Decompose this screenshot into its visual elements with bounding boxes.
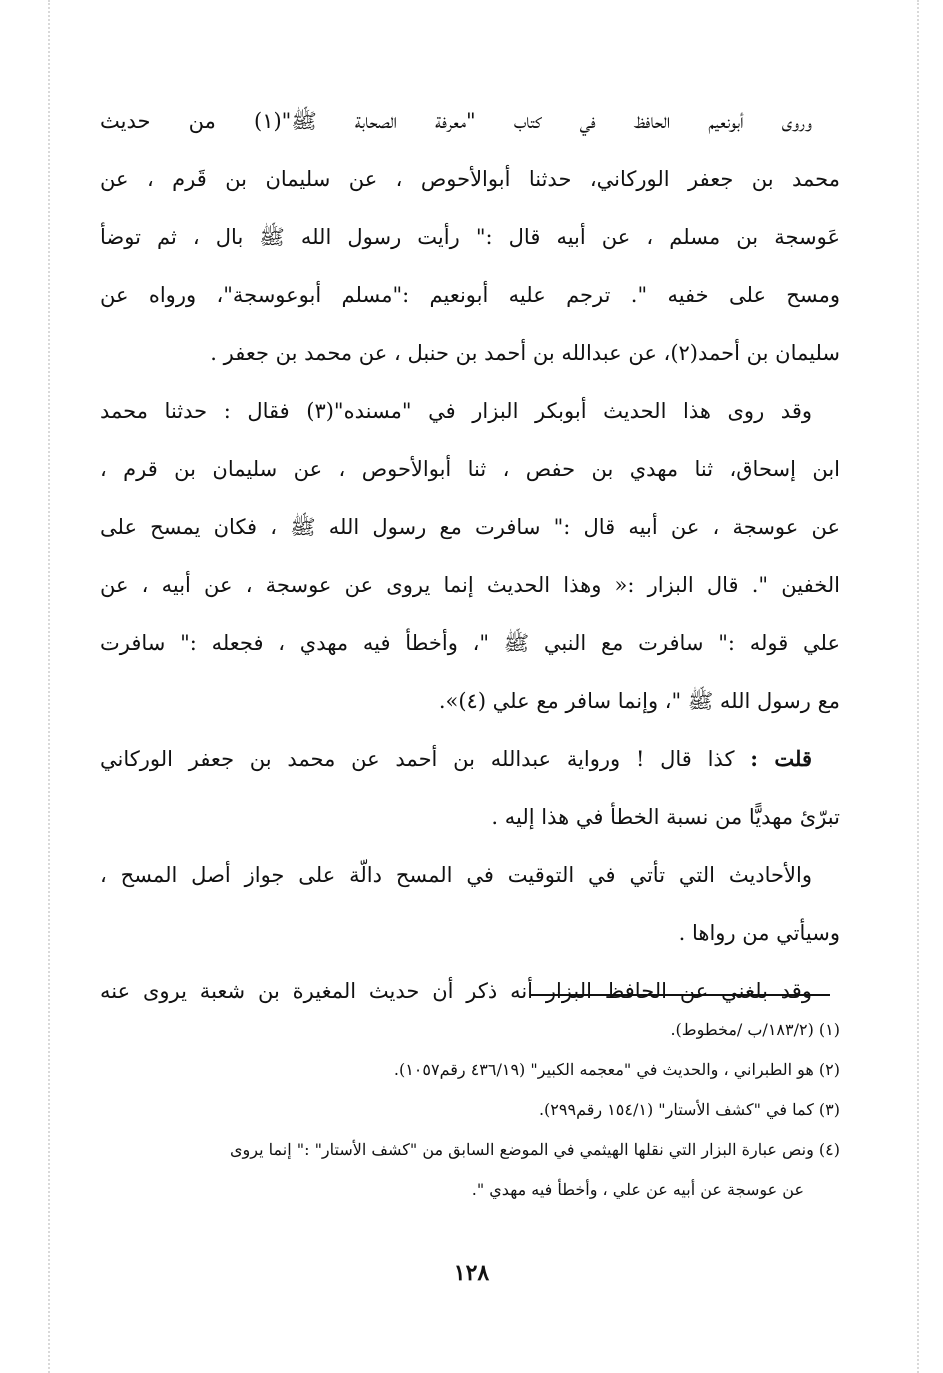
footnote-4: (٤) ونص عبارة البزار التي نقلها الهيثمي في الموضع السابق من "كشف الأستار" :" إنما يروى xyxy=(230,1140,840,1159)
qult-paragraph xyxy=(100,730,840,788)
scan-margin-right xyxy=(917,0,921,1373)
text-line: ابن إسحاق، ثنا مهدي بن حفص ، ثنا أبوالأحوص ، عن سليمان بن قرم ، xyxy=(100,457,840,481)
page-number: ١٢٨ xyxy=(453,1260,490,1286)
text-line: الخفين ". قال البزار :« وهذا الحديث إنما يروى عن عوسجة ، عن أبيه ، عن xyxy=(100,573,840,597)
text-line: تبرّئ مهديًّا من نسبة الخطأ في هذا إليه . xyxy=(491,805,840,829)
footnote-3: (٣) كما في "كشف الأستار" (١٥٤/١ رقم٢٩٩). xyxy=(538,1100,840,1119)
text-line: سليمان بن أحمد(٢)، عن عبدالله بن أحمد بن حنبل ، عن محمد بن جعفر . xyxy=(210,341,840,365)
footnote-2: (٢) هو الطبراني ، والحديث في "معجمه الكبير" (٤٣٦/١٩ رقم١٠٥٧). xyxy=(393,1060,840,1079)
text-line: مع رسول الله ﷺ "، وإنما سافر مع علي (٤)». xyxy=(438,689,840,713)
footnote-1: (١) (١٨٣/٢/ب /مخطوط). xyxy=(670,1020,840,1039)
text-line: محمد بن جعفر الوركاني، حدثنا أبوالأحوص ، عن سليمان بن قَرم ، عن xyxy=(100,167,840,191)
text-line: كذا قال ! ورواية عبدالله بن أحمد عن محمد بن جعفر الوركاني xyxy=(100,747,735,771)
text-line: والأحاديث التي تأتي في التوقيت في المسح دالّة على جواز أصل المسح ، xyxy=(100,863,812,887)
text-line: عَوسجة بن مسلم ، عن أبيه قال :" رأيت رسول الله ﷺ بال ، ثم توضأ xyxy=(100,225,840,249)
text-line: عن عوسجة ، عن أبيه قال :" سافرت مع رسول الله ﷺ ، فكان يمسح على xyxy=(100,515,840,539)
qult-label: قلت : xyxy=(750,746,812,771)
main-text xyxy=(100,92,840,1020)
footnote-4-continued: عن عوسجة عن أبيه عن علي ، وأخطأ فيه مهدي ". xyxy=(471,1180,804,1199)
text-line: ومسح على خفيه ". ترجم عليه أبونعيم :"مسلم أبوعوسجة"، ورواه عن xyxy=(100,283,840,307)
scan-margin-left xyxy=(48,0,52,1373)
text-line: وقد روى هذا الحديث أبوبكر البزار في "مسنده"(٣) فقال : حدثنا محمد xyxy=(100,399,812,423)
text-line: علي قوله :" سافرت مع النبي ﷺ "، وأخطأ فيه مهدي ، فجعله :" سافرت xyxy=(100,631,840,655)
text-line: وروى أبونعيم الحافظ في كتاب "معرفة الصحابة ﷺ"(١) من حديث xyxy=(100,109,812,133)
text-line: وسيأتي من رواها . xyxy=(678,921,840,945)
footnotes xyxy=(128,1010,840,1210)
text-line: وقد بلغني عن الحافظ البزار أنه ذكر أن حديث المغيرة بن شعبة يروى عنه xyxy=(100,979,812,1003)
footnote-separator xyxy=(530,994,830,996)
